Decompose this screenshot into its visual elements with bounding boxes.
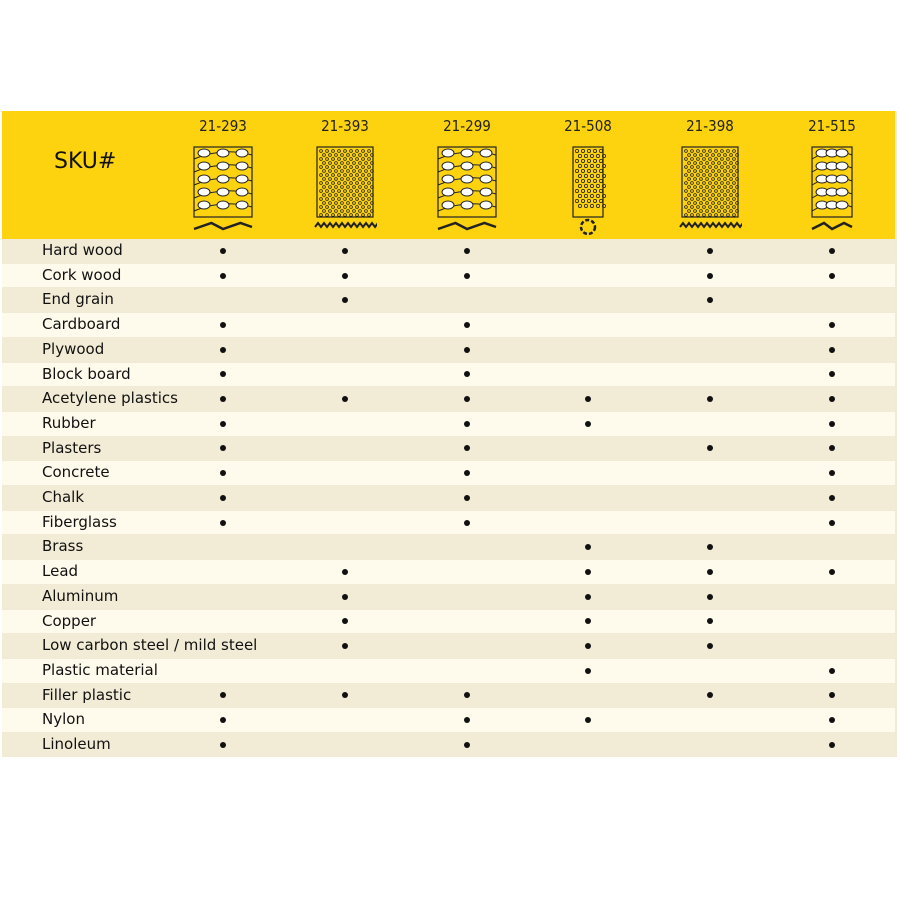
table-row [2,733,895,757]
material-label: Plasters [42,438,102,457]
table-row [2,708,895,732]
material-label: Cardboard [42,315,121,334]
compatibility-mark [464,273,470,279]
material-label: Nylon [42,710,85,729]
compatibility-mark [707,273,713,279]
material-label: Plywood [42,339,105,358]
compatibility-mark [464,322,470,328]
compatibility-mark [342,297,348,303]
compatibility-mark [585,643,591,649]
compatibility-mark [707,248,713,254]
compatibility-mark [464,248,470,254]
compatibility-mark [707,692,713,698]
table-row [2,437,895,461]
compatibility-mark [829,273,835,279]
table-row [2,684,895,708]
table-row [2,560,895,584]
material-label: Fiberglass [42,512,117,531]
sku-code: 21-508 [564,117,612,135]
compatibility-mark [464,347,470,353]
sku-code: 21-515 [808,117,856,135]
sku-column-header [665,111,755,239]
compatibility-mark [220,322,226,328]
compatibility-mark [829,495,835,501]
compatibility-mark [707,594,713,600]
table-row [2,585,895,609]
compatibility-mark [829,668,835,674]
compatibility-mark [829,470,835,476]
compatibility-mark [342,396,348,402]
compatibility-mark [707,396,713,402]
compatibility-mark [464,371,470,377]
compatibility-mark [220,445,226,451]
compatibility-mark [342,248,348,254]
compatibility-mark [829,717,835,723]
compatibility-mark [585,396,591,402]
compatibility-mark [585,569,591,575]
compatibility-mark [585,544,591,550]
compatibility-mark [464,717,470,723]
table-row [2,412,895,436]
material-label: Brass [42,537,84,556]
compatibility-mark [342,273,348,279]
compatibility-mark [220,396,226,402]
compatibility-mark [220,692,226,698]
compatibility-mark [464,445,470,451]
material-label: Hard wood [42,241,123,259]
compatibility-mark [464,692,470,698]
compatibility-mark [829,445,835,451]
compatibility-mark [585,668,591,674]
table-row [2,363,895,387]
compatibility-mark [342,643,348,649]
round-rasp-blade-icon [569,145,607,241]
compatibility-mark [220,248,226,254]
compatibility-mark [464,495,470,501]
compatibility-mark [464,470,470,476]
compatibility-mark [829,421,835,427]
material-label: Rubber [42,413,96,432]
compatibility-mark [829,742,835,748]
table-row [2,387,895,411]
compatibility-mark [707,618,713,624]
compatibility-mark [342,594,348,600]
table-row [2,634,895,658]
compatibility-mark [220,742,226,748]
compatibility-mark [707,569,713,575]
material-label: Copper [42,611,97,630]
compatibility-mark [707,544,713,550]
material-label: Acetylene plastics [42,389,178,408]
material-label: End grain [42,290,114,309]
material-label: Low carbon steel / mild steel [42,636,258,655]
sku-code: 21-393 [321,117,369,135]
table-row [2,239,895,263]
compatibility-mark [707,643,713,649]
fine-rasp-blade-icon [678,145,742,241]
material-label: Linoleum [42,735,111,753]
table-row [2,461,895,485]
material-label: Plastic material [42,660,158,679]
sku-column-header [543,111,633,239]
table-row [2,511,895,535]
compatibility-mark [829,396,835,402]
sku-header-label: SKU# [54,149,117,174]
compatibility-mark [342,569,348,575]
compatibility-mark [220,495,226,501]
sku-code: 21-398 [686,117,734,135]
fine-rasp-blade-icon [313,145,377,241]
compatibility-mark [585,421,591,427]
table-row [2,264,895,288]
compatibility-mark [220,273,226,279]
compatibility-mark [220,371,226,377]
sku-column-header [300,111,390,239]
compatibility-mark [707,445,713,451]
compatibility-mark [464,421,470,427]
compatibility-mark [342,618,348,624]
table-row [2,535,895,559]
material-label: Block board [42,364,131,383]
compatibility-mark [464,520,470,526]
compatibility-mark [464,742,470,748]
compatibility-mark [829,371,835,377]
sku-column-header [787,111,877,239]
material-label: Aluminum [42,586,119,605]
sku-code: 21-299 [443,117,491,135]
material-label: Cork wood [42,265,122,284]
compatibility-mark [220,347,226,353]
table-row [2,486,895,510]
compatibility-mark [220,717,226,723]
coarse-rasp-blade-icon [434,145,500,241]
table-header [2,111,895,239]
compatibility-mark [829,520,835,526]
compatibility-mark [829,692,835,698]
compatibility-mark [342,692,348,698]
table-row [2,659,895,683]
coarse-rasp-blade-icon [190,145,256,241]
compatibility-mark [829,322,835,328]
compatibility-mark [220,421,226,427]
table-row [2,338,895,362]
material-label: Concrete [42,463,110,482]
compatibility-mark [829,347,835,353]
material-label: Chalk [42,488,85,506]
compatibility-mark [585,594,591,600]
compatibility-mark [829,248,835,254]
compatibility-mark [220,470,226,476]
table-row [2,313,895,337]
compatibility-table [2,111,897,757]
table-row [2,288,895,312]
compatibility-mark [220,520,226,526]
coarse-rasp-blade-icon [808,145,856,241]
compatibility-mark [585,618,591,624]
compatibility-mark [464,396,470,402]
material-label: Filler plastic [42,685,132,704]
sku-column-header [422,111,512,239]
table-row [2,610,895,634]
sku-column-header [178,111,268,239]
compatibility-mark [585,717,591,723]
compatibility-mark [707,297,713,303]
sku-code: 21-293 [199,117,247,135]
compatibility-mark [829,569,835,575]
material-label: Lead [42,562,79,581]
